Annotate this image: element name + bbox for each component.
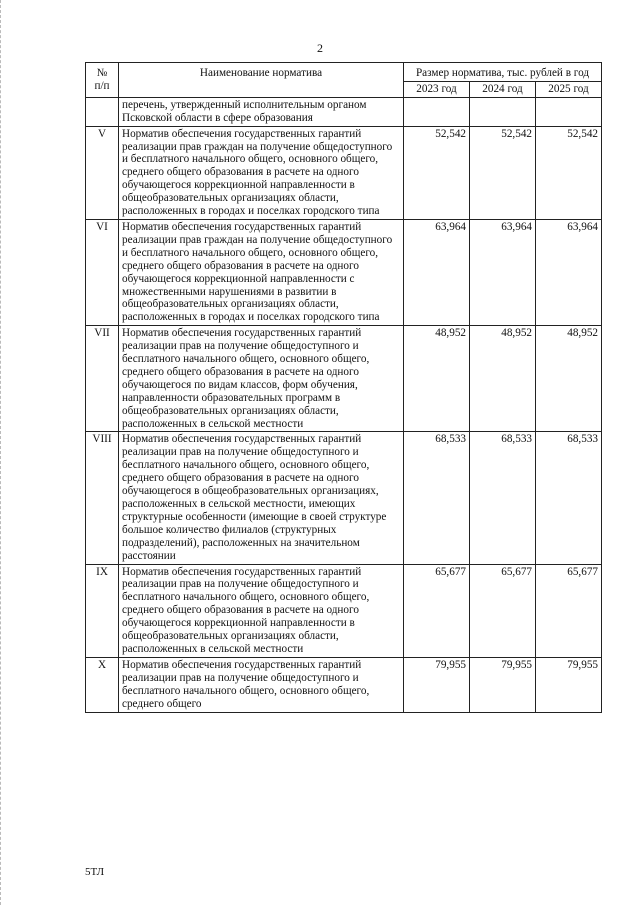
cell-value-2025: 68,533	[536, 432, 602, 564]
cell-value-2024: 63,964	[470, 219, 536, 325]
cell-name: Норматив обеспечения государственных гарантий реализации прав на получение общедоступного и бесплатного начального общего, основного общего, среднего общего образования в расчете на одного обучающегося в общеобразовательных организациях, расположенных в сельской местности, имеющих структурные особенности (имеющие в своей структуре большое количество филиалов (структурных подразделений), расположенных на значительном расстоянии	[119, 432, 404, 564]
table-row	[86, 432, 602, 564]
cell-name: перечень, утвержденный исполнительным органом Псковской области в сфере образования	[119, 97, 404, 126]
cell-num	[86, 97, 119, 126]
cell-value-2023: 65,677	[404, 564, 470, 657]
header-num: № п/п	[86, 63, 119, 98]
header-year-2023: 2023 год	[404, 81, 470, 97]
cell-num: X	[86, 657, 119, 712]
header-year-2024: 2024 год	[470, 81, 536, 97]
table-row	[86, 564, 602, 657]
footer-code: 5ТЛ	[85, 866, 105, 878]
table-row	[86, 219, 602, 325]
header-size: Размер норматива, тыс. рублей в год	[404, 63, 602, 82]
cell-value-2023: 52,542	[404, 126, 470, 219]
cell-value-2024: 48,952	[470, 326, 536, 432]
cell-value-2024: 79,955	[470, 657, 536, 712]
table-header-row	[86, 63, 602, 82]
cell-value-2023: 79,955	[404, 657, 470, 712]
page-number: 2	[317, 41, 323, 55]
table-row	[86, 326, 602, 432]
cell-name: Норматив обеспечения государственных гарантий реализации прав на получение общедоступного и бесплатного начального общего, основного общего, среднего общего	[119, 657, 404, 712]
cell-value-2023: 68,533	[404, 432, 470, 564]
cell-value-2025: 48,952	[536, 326, 602, 432]
header-name: Наименование норматива	[119, 63, 404, 98]
cell-value-2024: 65,677	[470, 564, 536, 657]
cell-name: Норматив обеспечения государственных гарантий реализации прав на получение общедоступного и бесплатного начального общего, основного общего, среднего общего образования в расчете на одного обучающегося коррекционной направленности в общеобразовательных организациях области, расположенных в сельской местности	[119, 564, 404, 657]
header-year-2025: 2025 год	[536, 81, 602, 97]
cell-value	[470, 97, 536, 126]
cell-num: VI	[86, 219, 119, 325]
cell-num: IX	[86, 564, 119, 657]
cell-num: V	[86, 126, 119, 219]
cell-value	[404, 97, 470, 126]
cell-num: VII	[86, 326, 119, 432]
cell-value-2023: 48,952	[404, 326, 470, 432]
normatives-table	[85, 62, 602, 713]
cell-name: Норматив обеспечения государственных гарантий реализации прав граждан на получение общедоступного и бесплатного начального общего, основного общего, среднего общего образования в расчете на одного обучающегося коррекционной направленности с множественными нарушениями в развитии в общеобразовательных организациях области, расположенных в городах и поселках городского типа	[119, 219, 404, 325]
cell-value-2023: 63,964	[404, 219, 470, 325]
cell-value-2024: 52,542	[470, 126, 536, 219]
table-row	[86, 126, 602, 219]
cell-value-2025: 63,964	[536, 219, 602, 325]
cell-name: Норматив обеспечения государственных гарантий реализации прав на получение общедоступного и бесплатного начального общего, основного общего, среднего общего образования в расчете на одного обучающегося по видам классов, форм обучения, направленности образовательных программ в общеобразовательных организациях области, расположенных в сельской местности	[119, 326, 404, 432]
cell-value-2025: 65,677	[536, 564, 602, 657]
page-edge	[0, 0, 2, 905]
cell-num: VIII	[86, 432, 119, 564]
cell-name: Норматив обеспечения государственных гарантий реализации прав граждан на получение общедоступного и бесплатного начального общего, основного общего, среднего общего образования в расчете на одного обучающегося коррекционной направленности в общеобразовательных организациях области, расположенных в городах и поселках городского типа	[119, 126, 404, 219]
cell-value-2025: 79,955	[536, 657, 602, 712]
cell-value-2025: 52,542	[536, 126, 602, 219]
table-row	[86, 657, 602, 712]
cell-value	[536, 97, 602, 126]
cell-value-2024: 68,533	[470, 432, 536, 564]
table-row-continuation	[86, 97, 602, 126]
